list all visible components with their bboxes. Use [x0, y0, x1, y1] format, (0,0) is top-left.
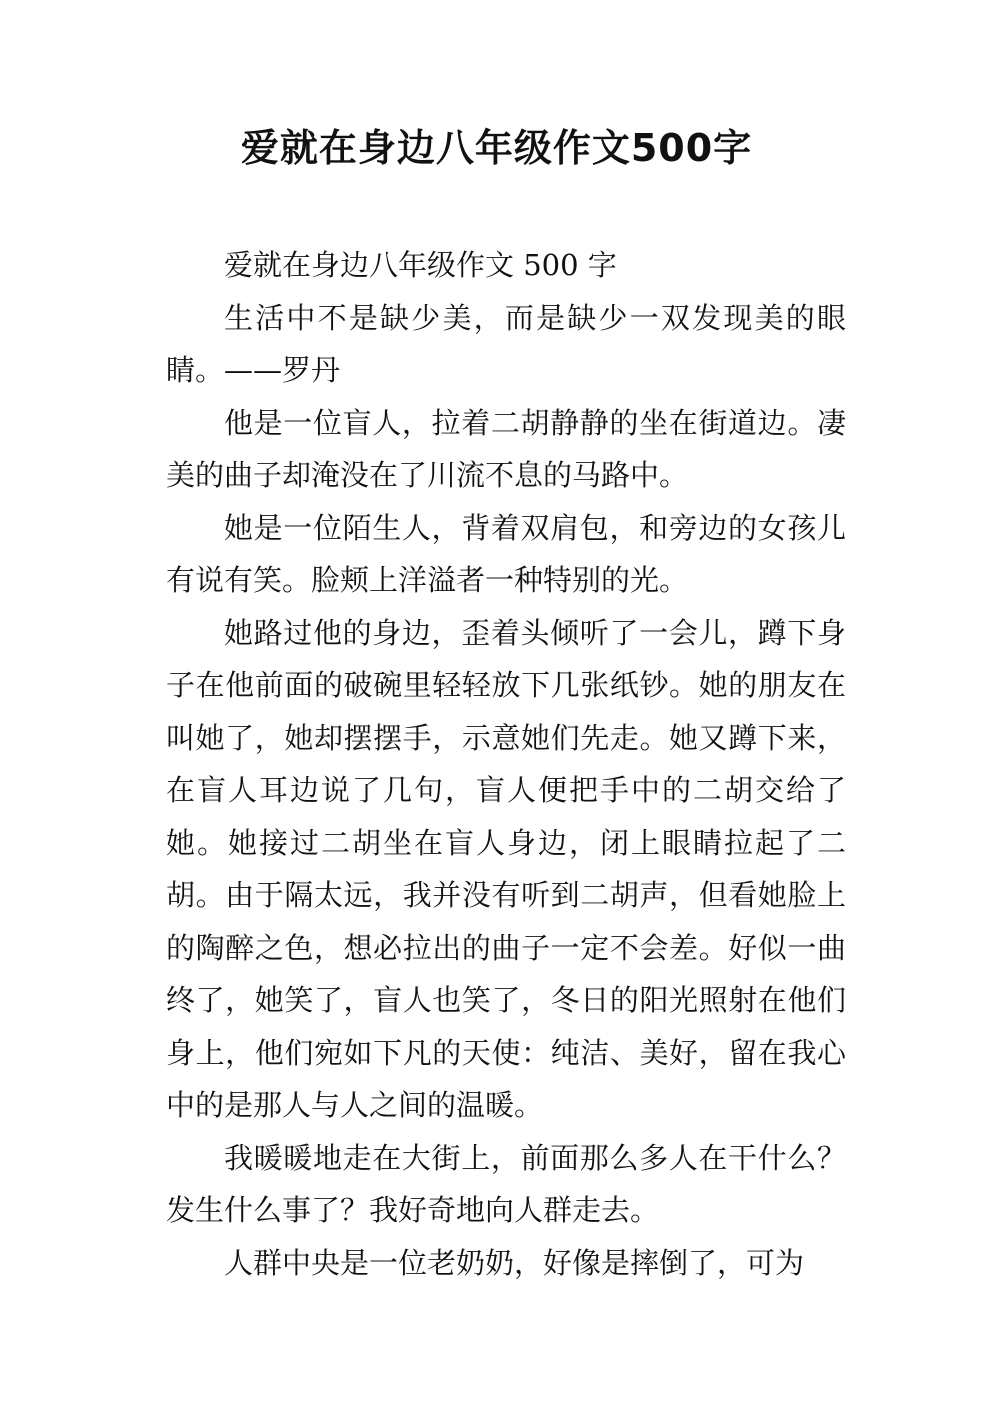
- paragraph: 她是一位陌生人，背着双肩包，和旁边的女孩儿有说有笑。脸颊上洋溢者一种特别的光。: [166, 510, 846, 597]
- paragraph-subtitle: 爱就在身边八年级作文 500 字: [224, 248, 617, 282]
- paragraph: 人群中央是一位老奶奶，好像是摔倒了，可为: [224, 1245, 805, 1280]
- document-title: 爱就在身边八年级作文500字: [240, 126, 753, 170]
- paragraph: 我暖暖地走在大街上，前面那么多人在干什么？发生什么事了？我好奇地向人群走去。: [166, 1140, 846, 1227]
- paragraph-quote: 生活中不是缺少美，而是缺少一双发现美的眼睛。——罗丹: [166, 300, 846, 387]
- paragraph: 她路过他的身边，歪着头倾听了一会儿，蹲下身子在他前面的破碗里轻轻放下几张纸钞。她的朋友在叫她了，她却摆摆手，示意她们先走。她又蹲下来，在盲人耳边说了几句，盲人便把手中的二胡交给了她。她接过二胡坐在盲人身边，闭上眼睛拉起了二胡。由于隔太远，我并没有听到二胡声，但看她脸上的陶醉之色，想必拉出的曲子一定不会差。好似一曲终了，她笑了，盲人也笑了，冬日的阳光照射在他们身上，他们宛如下凡的天使：纯洁、美好，留在我心中的是那人与人之间的温暖。: [166, 615, 846, 1122]
- paragraph: 他是一位盲人，拉着二胡静静的坐在街道边。凄美的曲子却淹没在了川流不息的马路中。: [166, 405, 846, 492]
- document-body: [166, 239, 846, 1289]
